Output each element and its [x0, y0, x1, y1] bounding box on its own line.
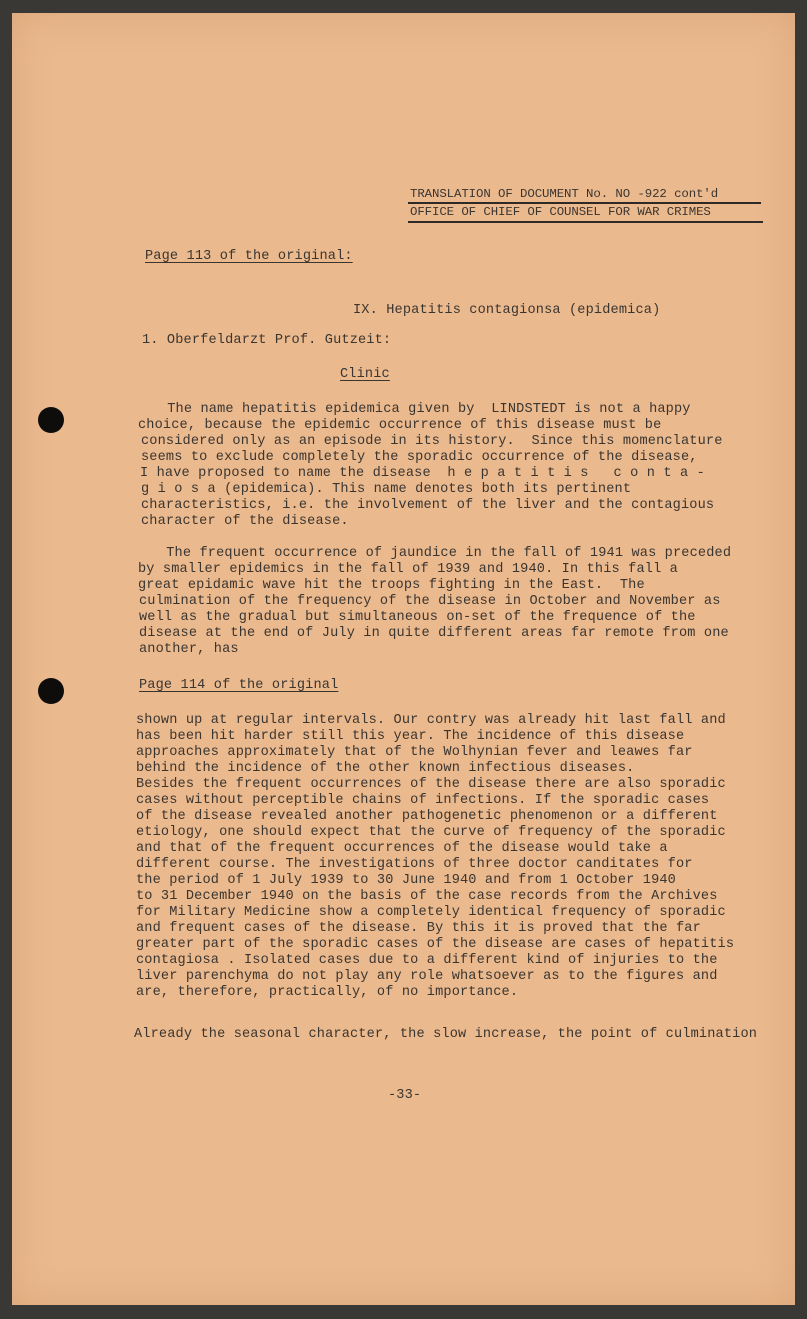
paragraph-line: are, therefore, practically, of no importance. — [136, 985, 519, 1000]
author-line: 1. Oberfeldarzt Prof. Gutzeit: — [142, 333, 392, 348]
paragraph-line: cases without perceptible chains of infections. If the sporadic cases — [136, 793, 710, 808]
paragraph-line: different course. The investigations of three doctor canditates for — [136, 857, 693, 872]
header-line-1: TRANSLATION OF DOCUMENT No. NO -922 cont'd — [410, 187, 719, 201]
paragraph-line: g i o s a (epidemica). This name denotes both its pertinent — [141, 482, 632, 497]
page-reference-114: Page 114 of the original — [139, 678, 339, 693]
paragraph-line: by smaller epidemics in the fall of 1939 and 1940. In this fall a — [138, 562, 678, 577]
paragraph-line: has been hit harder still this year. The incidence of this disease — [136, 729, 685, 744]
paragraph-line: considered only as an episode in its history. Since this momenclature — [141, 434, 723, 449]
page-reference-113: Page 113 of the original: — [145, 249, 353, 264]
page-number: -33- — [388, 1088, 422, 1103]
paragraph-line: and frequent cases of the disease. By this it is proved that the far — [136, 921, 701, 936]
paragraph-line: approaches approximately that of the Wolhynian fever and leawes far — [136, 745, 693, 760]
paragraph-line: seems to exclude completely the sporadic occurrence of the disease, — [141, 450, 698, 465]
punch-hole-bottom — [38, 678, 64, 704]
paragraph-line: of the disease revealed another pathogenetic phenomenon or a different — [136, 809, 718, 824]
document-page — [12, 13, 795, 1305]
paragraph-line: to 31 December 1940 on the basis of the case records from the Archives — [136, 889, 718, 904]
header-rule-1 — [408, 202, 761, 204]
paragraph-line: shown up at regular intervals. Our contry was already hit last fall and — [136, 713, 726, 728]
paragraph-line: behind the incidence of the other known infectious diseases. — [136, 761, 635, 776]
paragraph-line: liver parenchyma do not play any role whatsoever as to the figures and — [136, 969, 718, 984]
paragraph-line: characteristics, i.e. the involvement of the liver and the contagious — [141, 498, 715, 513]
paragraph-line: for Military Medicine show a completely identical frequency of sporadic — [136, 905, 726, 920]
paragraph-line: I have proposed to name the disease h e p a t i t i s c o n t a - — [140, 466, 705, 481]
paragraph-line: Already the seasonal character, the slow increase, the point of culmination — [134, 1027, 758, 1042]
paragraph-line: and that of the frequent occurrences of the disease would take a — [136, 841, 668, 856]
paragraph-line: greater part of the sporadic cases of the disease are cases of hepatitis — [136, 937, 735, 952]
paragraph-line: contagiosa . Isolated cases due to a different kind of injuries to the — [136, 953, 718, 968]
paragraph-line: character of the disease. — [141, 514, 349, 529]
paragraph-line: well as the gradual but simultaneous on-set of the frequence of the — [139, 610, 696, 625]
paragraph-line: etiology, one should expect that the curve of frequency of the sporadic — [136, 825, 726, 840]
paragraph-line: choice, because the epidemic occurrence of this disease must be — [138, 418, 662, 433]
paragraph-line: The frequent occurrence of jaundice in the fall of 1941 was preceded — [133, 546, 732, 561]
header-rule-2 — [408, 221, 763, 223]
header-line-2: OFFICE OF CHIEF OF COUNSEL FOR WAR CRIMES — [410, 205, 711, 219]
subheading-clinic: Clinic — [340, 367, 390, 382]
paragraph-line: another, has — [139, 642, 239, 657]
section-title: IX. Hepatitis contagionsa (epidemica) — [353, 303, 661, 318]
paragraph-line: the period of 1 July 1939 to 30 June 1940 and from 1 October 1940 — [136, 873, 676, 888]
paragraph-line: Besides the frequent occurrences of the disease there are also sporadic — [136, 777, 726, 792]
paragraph-line: The name hepatitis epidemica given by LINDSTEDT is not a happy — [134, 402, 691, 417]
paragraph-line: disease at the end of July in quite different areas far remote from one — [139, 626, 729, 641]
punch-hole-top — [38, 407, 64, 433]
paragraph-line: culmination of the frequency of the disease in October and November as — [139, 594, 721, 609]
paragraph-line: great epidamic wave hit the troops fighting in the East. The — [138, 578, 645, 593]
